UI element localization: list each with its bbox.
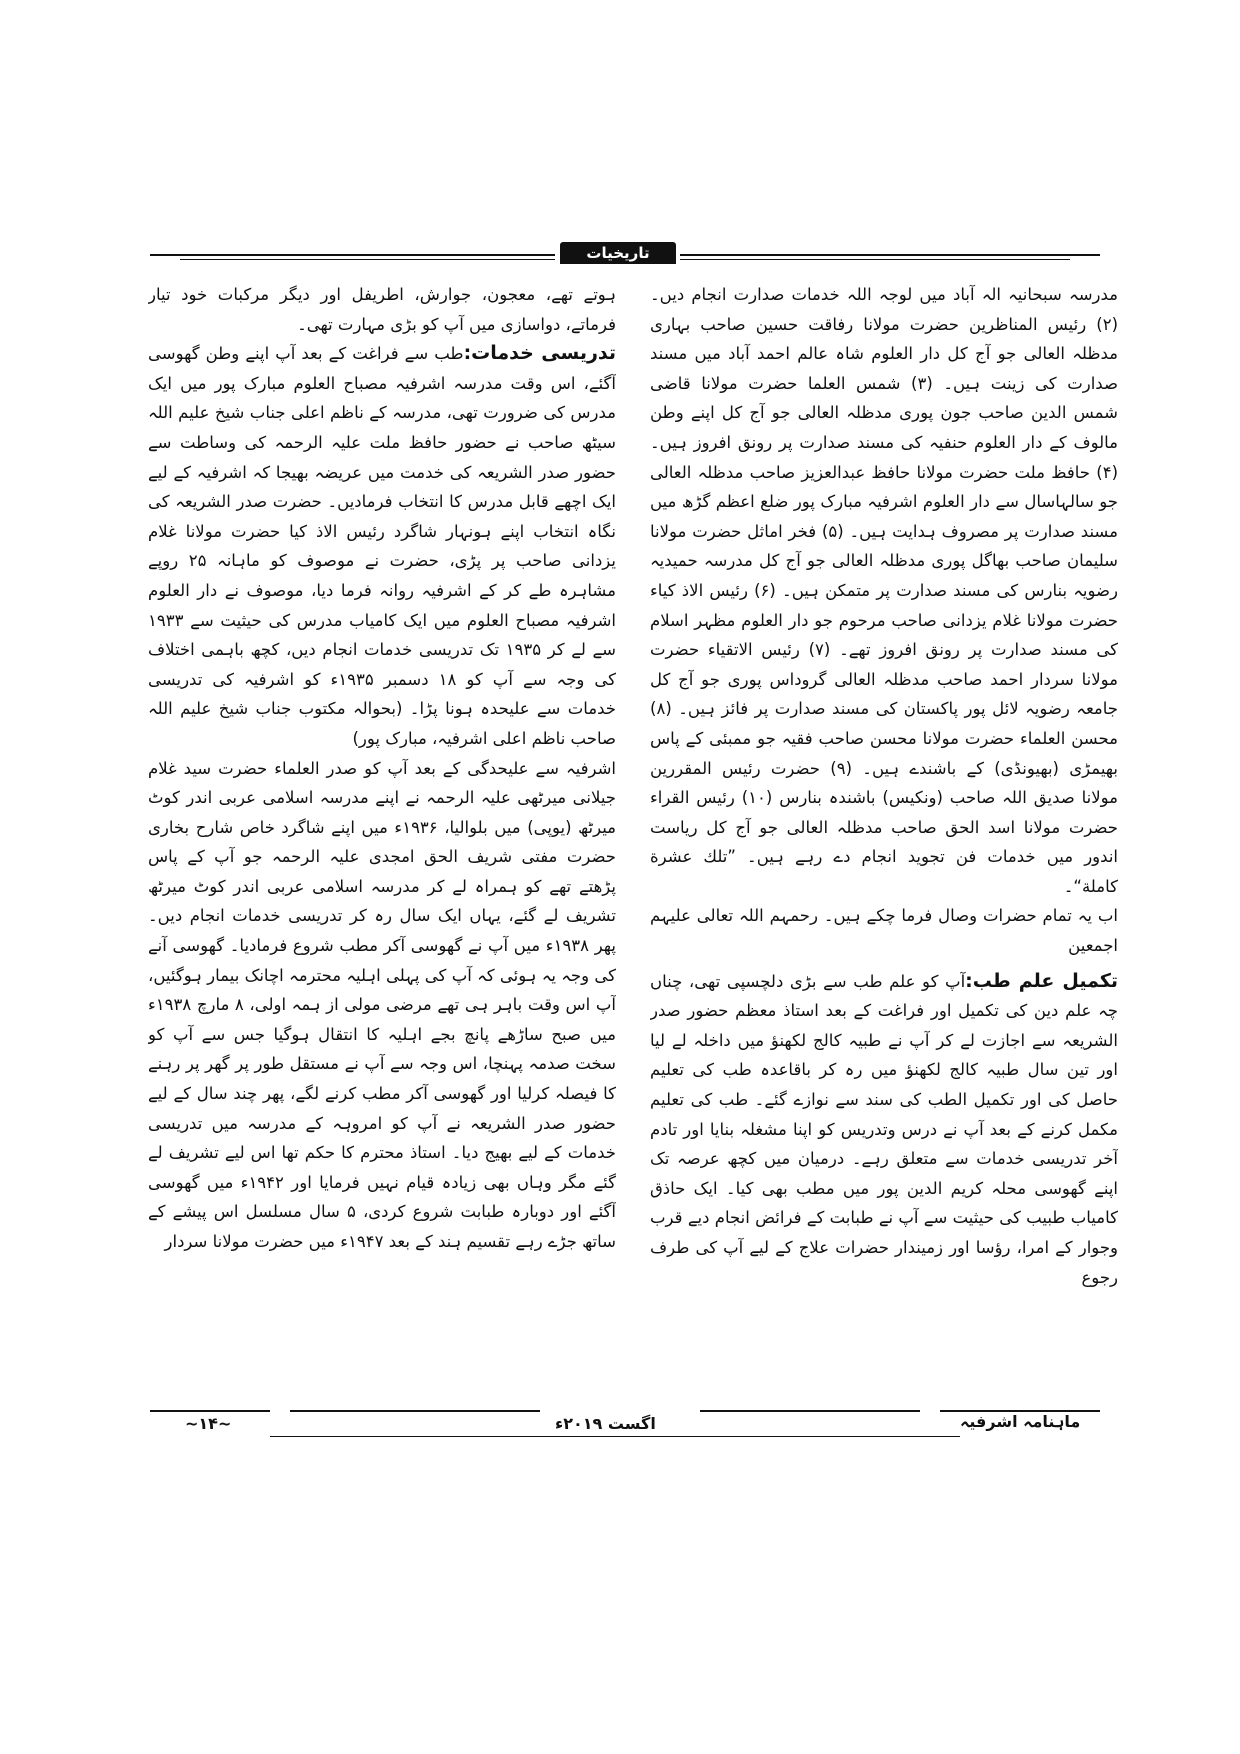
section-tab: تاریخیات xyxy=(560,242,676,264)
issue-date: اگست ۲۰۱۹ء xyxy=(555,1414,656,1433)
footer-rule-left xyxy=(150,1410,270,1412)
left-column-section xyxy=(148,339,616,753)
left-column-paragraph-1: اشرفیہ سے علیحدگی کے بعد آپ کو صدر العلماء حضرت سید غلام جیلانی میرٹھی علیہ الرحمہ نے اپنے مدرسہ اسلامی عربی اندر کوٹ میرٹھ (یوپی) میں بلوالیا، ۱۹۳۶ء میں اپنے شاگرد خاص شارح بخاری حضرت مفتی شریف الحق امجدی علیہ الرحمہ جو آپ کے پاس پڑھتے تھے کو ہمراہ لے کر مدرسہ اسلامی عربی اندر کوٹ میرٹھ تشریف لے گئے، یہاں ایک سال رہ کر تدریسی خدمات انجام دیں۔ پھر ۱۹۳۸ء میں آپ نے گھوسی آکر مطب شروع فرمادیا۔ گھوسی آنے کی وجہ یہ ہوئی کہ آپ کی پہلی اہلیہ محترمہ اچانک بیمار ہوگئیں، آپ اس وقت باہر ہی تھے مرضی مولی از ہمہ اولی، ۸ مارچ ۱۹۳۸ء میں صبح ساڑھے پانچ بجے اہلیہ کا انتقال ہوگیا جس سے آپ کو سخت صدمہ پہنچا، اس وجہ سے آپ نے مستقل طور پر گھر پر رہنے کا فیصلہ کرلیا اور گھوسی آکر مطب کرنے لگے، پھر چند سال کے لیے حضور صدر الشریعہ نے آپ کو امروہہ کے مدرسہ میں تدریسی خدمات کے لیے بھیج دیا۔ استاذ محترم کا حکم تھا اس لیے تشریف لے گئے مگر وہاں بھی زیادہ قیام نہیں فرمایا اور ۱۹۴۲ء میں گھوسی آگئے اور دوبارہ طبابت شروع کردی، ۵ سال مسلسل اس پیشے کے ساتھ جڑے رہے تقسیم ہند کے بعد ۱۹۴۷ء میں حضرت مولانا سردار xyxy=(148,758,616,1251)
footer-rule-mid-left xyxy=(290,1410,540,1412)
page-number: ~۱۴~ xyxy=(185,1414,232,1433)
right-column-section xyxy=(650,967,1118,1293)
section-text-tadrees: طب سے فراغت کے بعد آپ اپنے وطن گھوسی آگئے، اس وقت مدرسہ اشرفیہ مصباح العلوم مبارک پور میں ایک مدرس کی ضرورت تھی، مدرسہ کے ناظم اعلی جناب شیخ علیم اللہ سیٹھ صاحب نے حضور حافظ ملت علیہ الرحمہ کی وساطت سے حضور صدر الشریعہ کی خدمت میں عریضہ بھیجا کہ اشرفیہ کے لیے ایک اچھے قابل مدرس کا انتخاب فرمادیں۔ حضرت صدر الشریعہ کی نگاہ انتخاب اپنے ہونہار شاگرد رئیس الاذ کیا حضرت مولانا غلام یزدانی صاحب پر پڑی، حضرت نے موصوف کو ماہانہ ۲۵ روپے مشاہرہ طے کر کے اشرفیہ روانہ فرما دیا، موصوف نے دار العلوم اشرفیہ مصباح العلوم میں ایک کامیاب مدرس کی حیثیت سے ۱۹۳۳ سے لے کر ۱۹۳۵ تک تدریسی خدمات انجام دیں، کچھ باہمی اختلاف کی وجہ سے آپ کو ۱۸ دسمبر ۱۹۳۵ء کو اشرفیہ کی تدریسی خدمات سے علیحدہ ہونا پڑا۔ (بحوالہ مکتوب جناب شیخ علیم اللہ صاحب ناظم اعلی اشرفیہ، مبارک پور) xyxy=(148,344,616,748)
right-column xyxy=(650,280,1118,1395)
header-rule-left xyxy=(150,254,555,256)
section-heading-tibb: تکمیل علم طب: xyxy=(965,969,1118,992)
header-rule-right xyxy=(680,254,1100,256)
right-column-paragraph-2: اب یہ تمام حضرات وصال فرما چکے ہیں۔ رحمہم اللہ تعالی علیہم اجمعین xyxy=(650,906,1118,956)
section-heading-tadrees: تدریسی خدمات: xyxy=(463,342,616,365)
right-column-paragraph-1: مدرسہ سبحانیہ الہ آباد میں لوجہ اللہ خدمات صدارت انجام دیں۔ (۲) رئیس المناظرین حضرت مولانا رفاقت حسین صاحب بہاری مدظلہ العالی جو آج کل دار العلوم شاہ عالم احمد آباد میں مسند صدارت کی زینت ہیں۔ (۳) شمس العلما حضرت مولانا قاضی شمس الدین صاحب جون پوری مدظلہ العالی جو آج کل اپنے وطن مالوف کے دار العلوم حنفیہ کی مسند صدارت پر رونق افروز ہیں۔ (۴) حافظ ملت حضرت مولانا حافظ عبدالعزیز صاحب مدظلہ العالی جو سالہاسال سے دار العلوم اشرفیہ مبارک پور ضلع اعظم گڑھ میں مسند صدارت پر مصروف ہدایت ہیں۔ (۵) فخر اماثل حضرت مولانا سلیمان صاحب بھاگل پوری مدظلہ العالی جو آج کل مدرسہ حمیدیہ رضویہ بنارس کی مسند صدارت پر متمکن ہیں۔ (۶) رئیس الاذ کیاء حضرت مولانا غلام یزدانی صاحب مرحوم جو دار العلوم مظہر اسلام کی مسند صدارت پر رونق افروز تھے۔ (۷) رئیس الاتقیاء حضرت مولانا سردار احمد صاحب مدظلہ العالی گروداس پوری جو آج کل جامعہ رضویہ لائل پور پاکستان کی مسند صدارت پر فائز ہیں۔ (۸) محسن العلماء حضرت مولانا محسن صاحب فقیہ جو ممبئی کے پاس بھیمڑی (بھیونڈی) کے باشندے ہیں۔ (۹) حضرت رئیس المقررین مولانا صدیق اللہ صاحب (ونکیس) باشندہ بنارس (۱۰) رئیس القراء حضرت مولانا اسد الحق صاحب مدظلہ العالی جو آج کل ریاست اندور میں خدمات فن تجوید انجام دے رہے ہیں۔ ”تلك عشرة كاملة“۔ xyxy=(650,285,1118,896)
section-text-tibb: آپ کو علم طب سے بڑی دلچسپی تھی، چناں چہ علم دین کی تکمیل اور فراغت کے بعد استاذ معظم حضور صدر الشریعہ سے اجازت لے کر آپ نے طبیہ کالج لکھنؤ میں داخلہ لے لیا اور تین سال طبیہ کالج لکھنؤ میں رہ کر باقاعدہ طب کی تعلیم حاصل کی اور تکمیل الطب کی سند سے نوازے گئے۔ طب کی تعلیم مکمل کرنے کے بعد آپ نے درس وتدریس کو اپنا مشغلہ بنایا اور تادم آخر تدریسی خدمات سے متعلق رہے۔ درمیان میں کچھ عرصہ تک اپنے گھوسی محلہ کریم الدین پور میں مطب بھی کیا۔ ایک حاذق کامیاب طبیب کی حیثیت سے آپ نے طبابت کے فرائض انجام دیے قرب وجوار کے امرا، رؤسا اور زمیندار حضرات علاج کے لیے آپ کی طرف رجوع xyxy=(650,971,1118,1287)
header-rule-left-thin xyxy=(180,259,555,260)
footer-rule-mid-right xyxy=(700,1410,920,1412)
left-column xyxy=(148,280,616,1395)
footer-rule-bottom xyxy=(270,1436,960,1437)
magazine-name: ماہنامہ اشرفیہ xyxy=(960,1412,1081,1431)
left-column-intro: ہوتے تھے، معجون، جوارش، اطریفل اور دیگر مرکبات خود تیار فرماتے، دواسازی میں آپ کو بڑی مہارت تھی۔ xyxy=(148,285,616,334)
header-rule-right-thin xyxy=(680,259,1070,260)
